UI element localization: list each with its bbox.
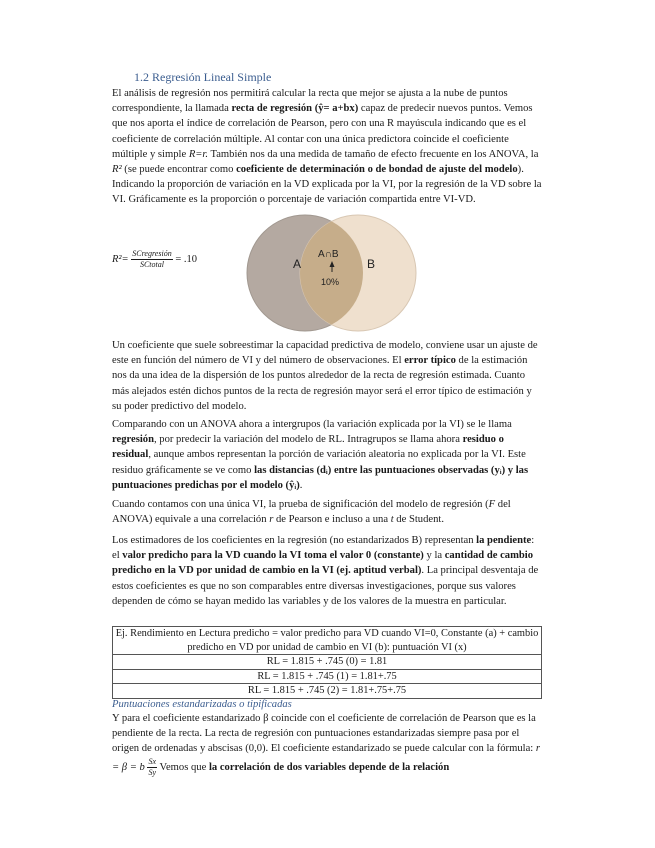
text: . La principal desventaja de estos coeficientes es que no son comparables entre diversas investigaciones, porque sus valores dependen de cómo se hayan medido las variables y de los valores de la muestra en particular. [112, 565, 539, 607]
text: capaz de predecir nuevos puntos. Vemos que nos aporta el índice de correlación de Pearson, pero con una R mayúscula indicando que es el coeficiente de correlación múltiple. Al contar con una única predictora coincide el coeficiente múltiple y simple [112, 103, 533, 160]
text: , aunque ambos representan la porción de variación aleatoria no explicada por la VI. Este residuo gráficamente se ve como [112, 449, 526, 476]
r-squared-formula [112, 249, 197, 270]
section-heading: 1.2 Regresión Lineal Simple [134, 70, 272, 84]
venn-label-a: A [293, 257, 302, 271]
paragraph-estimators [112, 533, 542, 609]
formula-denominator: SCtotal [139, 260, 164, 269]
text: ). Indicando la proporción de variación en la VD explicada por la VI, por la regresión de la VD sobre la VI. Gráficamente es la proporción o porcentaje de variación compartida entre VI-VD. [112, 164, 542, 206]
subsection-heading: Puntuaciones estandarizadas o tipificadas [112, 699, 292, 710]
paragraph-anova-comparison [112, 417, 542, 493]
venn-label-intersection: A∩B [318, 249, 339, 260]
paragraph-regression-intro [112, 86, 542, 208]
text: (se puede encontrar como [121, 164, 237, 176]
bold-text: las distancias (dᵢ) entre las puntuaciones observadas (yᵢ) y las puntuaciones predichas por el modelo (ŷᵢ) [112, 464, 529, 491]
text: del ANOVA) equivale a una correlación [112, 499, 511, 526]
text: y la [423, 550, 445, 562]
table-cell: RL = 1.815 + .745 (2) = 1.81+.75+.75 [113, 684, 542, 699]
venn-diagram [244, 212, 420, 334]
formula-rhs: = .10 [175, 253, 197, 265]
venn-label-percent: 10% [321, 277, 340, 287]
italic-text: F [488, 499, 496, 510]
paragraph-significance-test [112, 497, 542, 527]
formula-lhs: R²= [112, 253, 129, 265]
text: El análisis de regresión nos permitirá calcular la recta que mejor se ajusta a la nube de puntos correspondiente, la llamada [112, 88, 508, 115]
formula-denominator: Sy [148, 767, 157, 777]
text: Los estimadores de los coeficientes en la regresión (no estandarizados B) representan [112, 535, 477, 546]
bold-text: la correlación de dos variables depende de la relación [208, 761, 450, 773]
italic-text: r [269, 514, 274, 526]
formula-numerator: Sx [148, 756, 157, 766]
table-cell: RL = 1.815 + .745 (1) = 1.81+.75 [113, 669, 542, 684]
bold-text: error típico [404, 355, 456, 367]
italic-text: t [390, 514, 394, 526]
text: de la estimación nos da una idea de la dispersión de los puntos alrededor de la recta de regresión estimada. Cuanto más alejados estén dichos puntos de la recta de regresión mayor será el error típico de estimación y su poder predictivo del modelo. [112, 355, 532, 412]
formula-fraction [147, 757, 157, 778]
italic-text: R=r. [188, 148, 209, 160]
text: , por predecir la variación del modelo de RL. Intragrupos se llama ahora [153, 434, 463, 446]
bold-text: valor predicho para la VD cuando la VI toma el valor 0 (constante) [122, 550, 424, 562]
table-cell: RL = 1.815 + .745 (0) = 1.81 [113, 655, 542, 670]
paragraph-standard-error [112, 338, 542, 414]
text: Un coeficiente que suele sobreestimar la capacidad predictiva de modelo, conviene usar un ajuste de este en función del número de VI y del número de observaciones. El [112, 340, 538, 367]
table-row [113, 669, 542, 684]
example-table [112, 626, 542, 699]
text: . [299, 479, 303, 491]
venn-label-b: B [367, 257, 376, 271]
formula-numerator: SCregresión [132, 249, 172, 258]
bold-text: coeficiente de determinación o de bondad de ajuste del modelo [236, 164, 518, 176]
formula-fraction [131, 249, 172, 270]
text: Vemos que [157, 761, 209, 773]
table-row [113, 684, 542, 699]
table-row [113, 655, 542, 670]
table-cell: Ej. Rendimiento en Lectura predicho = valor predicho para VD cuando VI=0, Constante (a) + cambio predicho en VD por unidad de cambio en VI (b): puntuación VI (x) [113, 627, 542, 655]
paragraph-standardized [112, 711, 542, 778]
bold-text: recta de regresión (ŷ= a+bx) [231, 103, 359, 115]
text: Y para el coeficiente estandarizado β coincide con el coeficiente de correlación de Pearson que es la pendiente de la recta. La recta de regresión con puntuaciones estandarizadas siempre pasa por el origen de ordenadas y abscisas (0,0). El coeficiente estandarizado se puede calcular con la fórmula: [112, 713, 536, 755]
text: de Pearson e incluso a una [273, 514, 391, 526]
text: Cuando contamos con una única VI, la prueba de significación del modelo de regresión ( [112, 499, 489, 510]
text: de Student. [393, 514, 444, 526]
text: Comparando con un ANOVA ahora a intergrupos (la variación explicada por la VI) se le llama [112, 419, 512, 430]
table-row [113, 627, 542, 655]
bold-text: cantidad de cambio predicho en la VD por unidad de cambio en la VI (ej. aptitud verbal) [112, 550, 534, 577]
text: : el [112, 535, 535, 562]
italic-text: R² [112, 164, 122, 176]
bold-text: residuo o residual [112, 434, 504, 461]
text: También nos da una medida de tamaño de efecto frecuente en los ANOVA, la [208, 148, 539, 160]
formula-text: r = β = b [112, 743, 540, 773]
bold-text: la pendiente [476, 535, 532, 546]
bold-text: regresión [112, 434, 154, 446]
